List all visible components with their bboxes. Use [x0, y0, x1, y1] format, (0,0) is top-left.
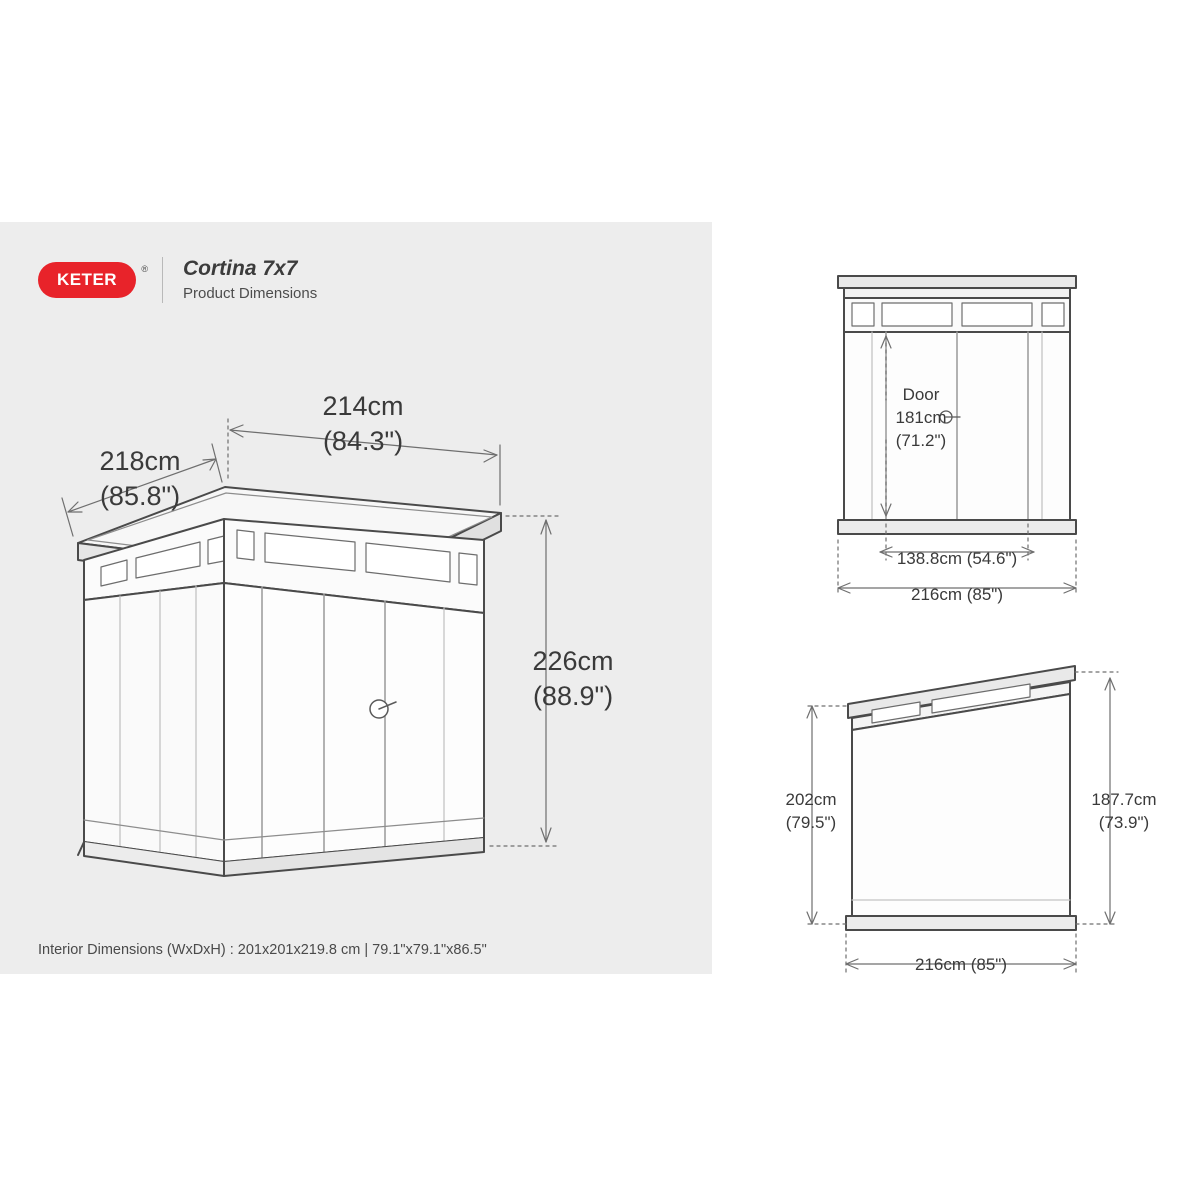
front-door-label: Door: [902, 385, 940, 404]
side-view-drawing: [846, 666, 1076, 930]
iso-height-cm: 226cm: [532, 646, 614, 676]
front-door-height-inch: (71.2"): [895, 431, 947, 450]
isometric-shed-drawing: [78, 487, 501, 876]
page-subtitle: Product Dimensions: [183, 284, 318, 302]
iso-depth-inch: (85.8"): [99, 481, 181, 511]
side-height-right-inch: (73.9"): [1098, 813, 1150, 832]
side-height-left-cm: 202cm: [785, 790, 837, 809]
side-height-right-cm: 187.7cm: [1091, 790, 1157, 809]
front-door-width: 138.8cm (54.6"): [896, 549, 1018, 568]
front-overall-width: 216cm (85"): [910, 585, 1004, 604]
iso-width-inch: (84.3"): [322, 426, 404, 456]
iso-height-inch: (88.9"): [532, 681, 614, 711]
iso-depth-cm: 218cm: [99, 446, 181, 476]
interior-dimensions-note: Interior Dimensions (WxDxH) : 201x201x219.8 cm | 79.1"x79.1"x86.5": [38, 942, 487, 958]
front-view-drawing: [838, 276, 1076, 534]
registered-mark-icon: ®: [141, 264, 148, 274]
page-title: Cortina 7x7: [183, 257, 298, 281]
front-door-height-cm: 181cm: [895, 408, 947, 427]
side-depth: 216cm (85"): [914, 955, 1008, 974]
side-height-left-inch: (79.5"): [785, 813, 837, 832]
logo-text: KETER: [56, 270, 118, 289]
iso-width-cm: 214cm: [322, 391, 404, 421]
